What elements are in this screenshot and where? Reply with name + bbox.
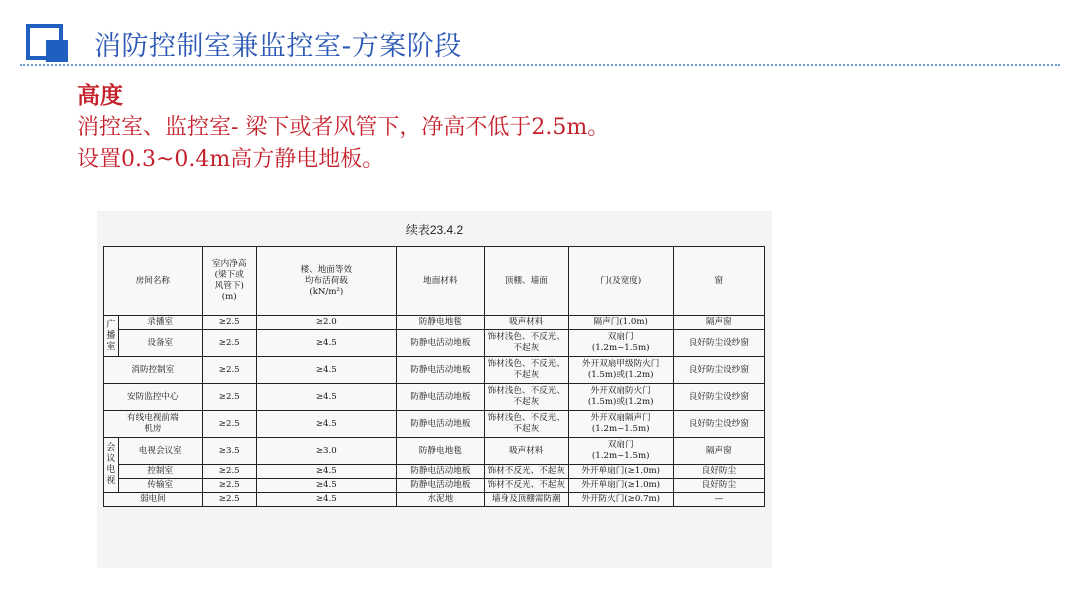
table-cell: ≥2.5 bbox=[202, 465, 256, 479]
table-cell: 饰材浅色、不反光、 不起灰 bbox=[484, 357, 568, 384]
header-ceiling: 顶棚、墙面 bbox=[484, 247, 568, 316]
title-divider bbox=[20, 64, 1060, 66]
table-row bbox=[104, 479, 765, 493]
table-cell: ≥3.5 bbox=[202, 438, 256, 465]
table-cell: 防静电地毯 bbox=[396, 438, 484, 465]
slide-body bbox=[77, 80, 609, 176]
table-cell: 良好防尘 bbox=[673, 465, 764, 479]
table-cell: 良好防尘设纱窗 bbox=[673, 330, 764, 357]
table-cell: 防静电活动地板 bbox=[396, 357, 484, 384]
table-row bbox=[104, 330, 765, 357]
table-cell: ≥2.5 bbox=[202, 479, 256, 493]
table-cell: 良好防尘设纱窗 bbox=[673, 357, 764, 384]
table-row bbox=[104, 493, 765, 507]
slide-title: 消防控制室兼监控室-方案阶段 bbox=[94, 31, 462, 62]
table-cell: ≥3.0 bbox=[256, 438, 396, 465]
table-cell: 水泥地 bbox=[396, 493, 484, 507]
table-cell: ≥4.5 bbox=[256, 411, 396, 438]
table-cell: ≥4.5 bbox=[256, 479, 396, 493]
table-cell: 防静电地毯 bbox=[396, 316, 484, 330]
table-cell: 饰材浅色、不反光、 不起灰 bbox=[484, 384, 568, 411]
group-conference: 会 议 电 视 bbox=[104, 438, 119, 493]
table-cell: ≥2.5 bbox=[202, 384, 256, 411]
group-broadcast: 广 播 室 bbox=[104, 316, 119, 357]
table-row bbox=[104, 316, 765, 330]
logo-icon bbox=[26, 24, 76, 64]
table-cell: 饰材不反光、不起灰 bbox=[484, 465, 568, 479]
table-cell: ≥4.5 bbox=[256, 465, 396, 479]
table-cell: 饰材浅色、不反光、 不起灰 bbox=[484, 330, 568, 357]
table-cell: 弱电间 bbox=[104, 493, 203, 507]
table-caption: 续表23.4.2 bbox=[405, 223, 464, 237]
table-cell: 良好防尘设纱窗 bbox=[673, 411, 764, 438]
table-cell: ≥4.5 bbox=[256, 357, 396, 384]
section-heading: 高度 bbox=[77, 82, 123, 109]
table-row bbox=[104, 357, 765, 384]
table-cell: 防静电活动地板 bbox=[396, 465, 484, 479]
table-cell: 隔声窗 bbox=[673, 316, 764, 330]
table-cell: ≥2.5 bbox=[202, 357, 256, 384]
table-cell: 隔声门(1.0m) bbox=[568, 316, 673, 330]
table-cell: 控制室 bbox=[118, 465, 202, 479]
table-row bbox=[104, 411, 765, 438]
body-line-2: 设置0.3~0.4m高方静电地板。 bbox=[77, 147, 385, 172]
table-cell: 外开双扇甲级防火门 (1.5m)或(1.2m) bbox=[568, 357, 673, 384]
table-cell: 外开双扇防火门 (1.5m)或(1.2m) bbox=[568, 384, 673, 411]
table-cell: ≥2.5 bbox=[202, 330, 256, 357]
table-cell: 墙身及顶棚需防潮 bbox=[484, 493, 568, 507]
table-cell: ≥2.5 bbox=[202, 411, 256, 438]
header-room: 房间名称 bbox=[104, 247, 203, 316]
table-cell: 安防监控中心 bbox=[104, 384, 203, 411]
table-cell: 双扇门 (1.2m~1.5m) bbox=[568, 438, 673, 465]
table-cell: 外开单扇门(≥1.0m) bbox=[568, 465, 673, 479]
table-cell: 外开防火门(≥0.7m) bbox=[568, 493, 673, 507]
table-cell: 防静电活动地板 bbox=[396, 330, 484, 357]
table-cell: 饰材浅色、不反光、 不起灰 bbox=[484, 411, 568, 438]
table-image bbox=[97, 211, 772, 568]
header-load: 楼、地面等效 均布活荷载 (kN/m²) bbox=[256, 247, 396, 316]
table-cell: 饰材不反光、不起灰 bbox=[484, 479, 568, 493]
table-cell: 消防控制室 bbox=[104, 357, 203, 384]
table-header-row bbox=[104, 247, 765, 316]
table-cell: 电视会议室 bbox=[118, 438, 202, 465]
table-cell: 有线电视前端 机房 bbox=[104, 411, 203, 438]
spec-table bbox=[103, 246, 765, 507]
table-cell: — bbox=[673, 493, 764, 507]
table-cell: 吸声材料 bbox=[484, 438, 568, 465]
table-cell: ≥2.5 bbox=[202, 316, 256, 330]
header-height: 室内净高 (梁下或 风管下) (m) bbox=[202, 247, 256, 316]
table-cell: 外开双扇隔声门 (1.2m~1.5m) bbox=[568, 411, 673, 438]
header-window: 窗 bbox=[673, 247, 764, 316]
table-row bbox=[104, 465, 765, 479]
table-cell: 良好防尘设纱窗 bbox=[673, 384, 764, 411]
table-cell: ≥2.5 bbox=[202, 493, 256, 507]
table-cell: 良好防尘 bbox=[673, 479, 764, 493]
table-cell: ≥4.5 bbox=[256, 330, 396, 357]
table-cell: 隔声窗 bbox=[673, 438, 764, 465]
table-cell: 录播室 bbox=[118, 316, 202, 330]
table-cell: ≥2.0 bbox=[256, 316, 396, 330]
header-floor: 地面材料 bbox=[396, 247, 484, 316]
table-cell: 设备室 bbox=[118, 330, 202, 357]
table-row bbox=[104, 384, 765, 411]
table-cell: ≥4.5 bbox=[256, 384, 396, 411]
table-cell: 防静电活动地板 bbox=[396, 411, 484, 438]
table-cell: 外开单扇门(≥1.0m) bbox=[568, 479, 673, 493]
table-row bbox=[104, 438, 765, 465]
table-cell: 防静电活动地板 bbox=[396, 479, 484, 493]
table-cell: 吸声材料 bbox=[484, 316, 568, 330]
table-cell: 传输室 bbox=[118, 479, 202, 493]
table-cell: 双扇门 (1.2m~1.5m) bbox=[568, 330, 673, 357]
body-line-1: 消控室、监控室- 梁下或者风管下，净高不低于2.5m。 bbox=[77, 115, 610, 140]
header-door: 门(及宽度) bbox=[568, 247, 673, 316]
table-cell: 防静电活动地板 bbox=[396, 384, 484, 411]
table-cell: ≥4.5 bbox=[256, 493, 396, 507]
